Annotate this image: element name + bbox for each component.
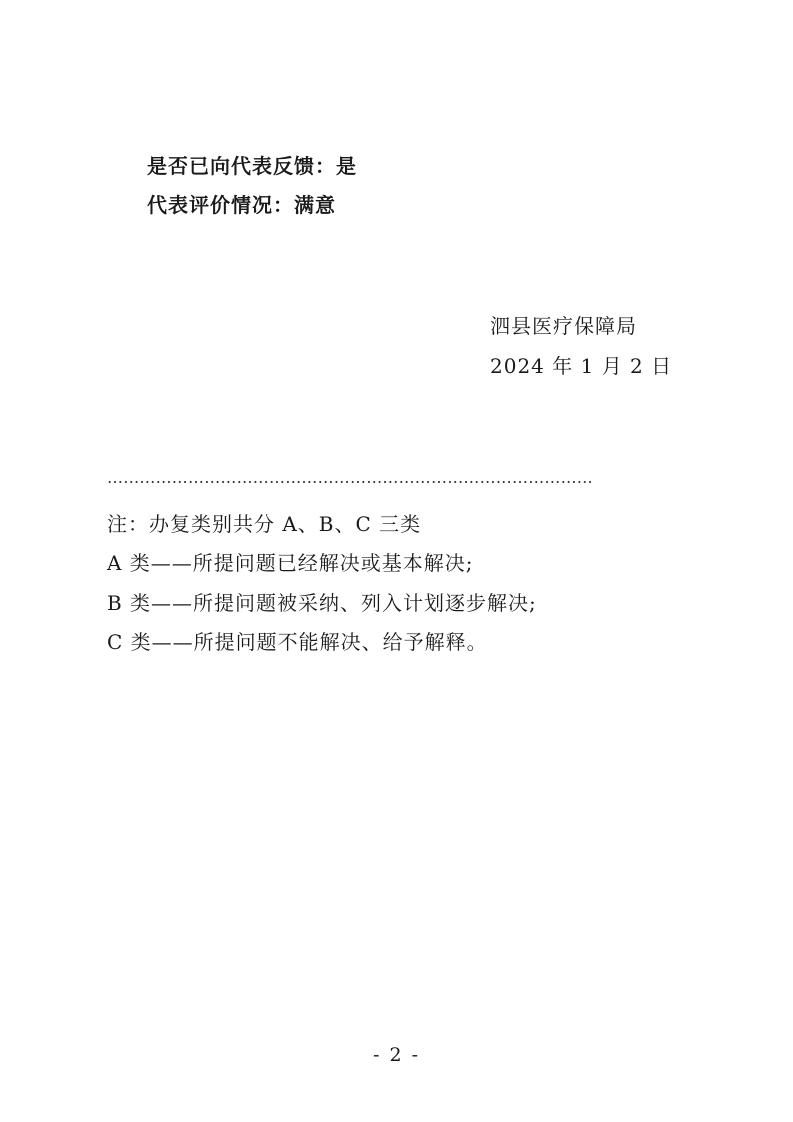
note-category-a: A 类——所提问题已经解决或基本解决; bbox=[107, 551, 474, 575]
feedback-status: 是否已向代表反馈：是 bbox=[147, 154, 357, 178]
signing-date: 2024 年 1 月 2 日 bbox=[490, 354, 673, 378]
note-category-c: C 类——所提问题不能解决、给予解释。 bbox=[107, 630, 488, 654]
dotted-divider: ……………………………………………………………………………… bbox=[107, 468, 593, 487]
signing-organization: 泗县医疗保障局 bbox=[490, 314, 637, 338]
note-title: 注：办复类别共分 A、B、C 三类 bbox=[107, 512, 422, 536]
note-category-b: B 类——所提问题被采纳、列入计划逐步解决; bbox=[107, 591, 537, 615]
page-number: - 2 - bbox=[372, 1044, 420, 1066]
evaluation-status: 代表评价情况：满意 bbox=[147, 193, 336, 217]
